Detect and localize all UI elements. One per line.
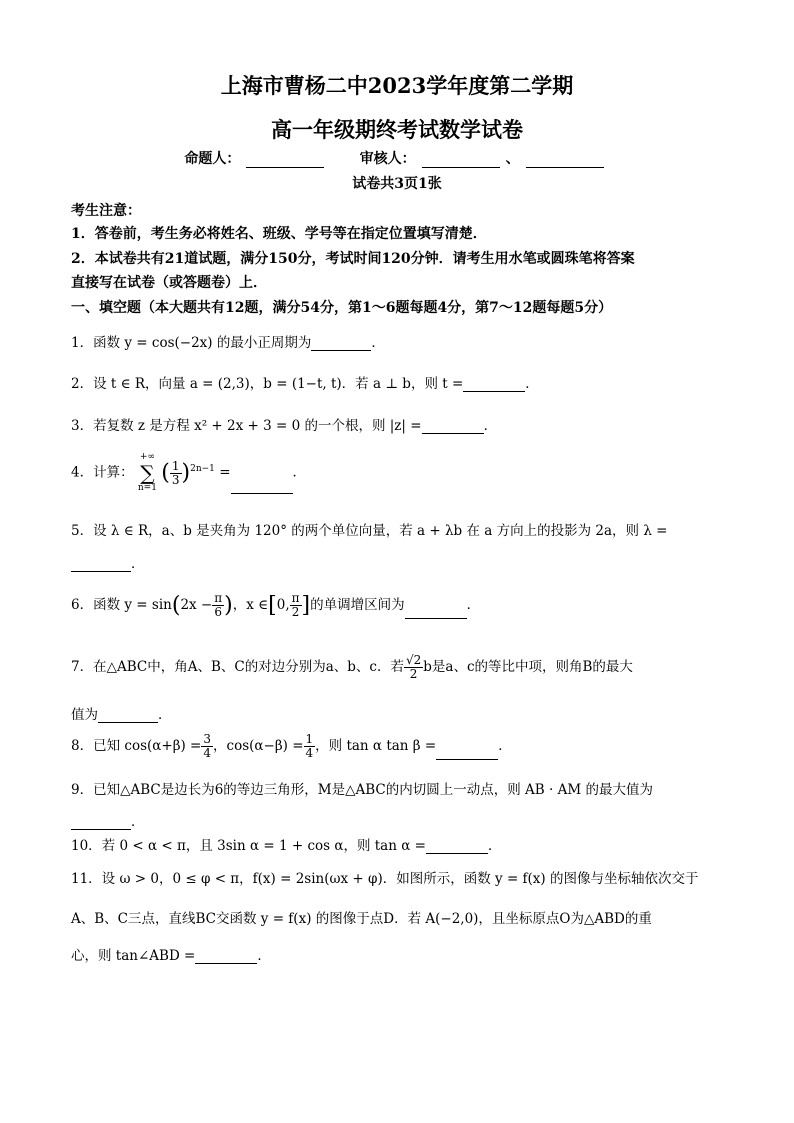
answer-blank-5 bbox=[71, 557, 131, 572]
question-8-prefix: 8．已知 cos(α+β) = bbox=[71, 738, 202, 754]
frac-six: 6 bbox=[214, 605, 223, 619]
answer-blank-3 bbox=[422, 419, 484, 434]
interval-start: 0, bbox=[276, 597, 290, 613]
question-11 bbox=[71, 867, 698, 887]
sum-symbol: ∑ bbox=[140, 461, 155, 485]
question-8-post: ，则 tan α tan β = bbox=[315, 738, 437, 754]
bracket-open: [ bbox=[268, 593, 277, 618]
frac-pi-2-num: π bbox=[291, 591, 300, 605]
question-8: 8．已知 cos(α+β) = $\frac{3}{4}$ ，cos(α−β) = $\frac{1}{4}$ ，则 tan α tan β = ． bbox=[71, 732, 512, 760]
question-2-text: 2．设 t ∈ R，向量 a = (2,3)，b = (1−t, t)．若 a ⊥ b，则 t = bbox=[71, 376, 464, 392]
exponent: 2n−1 bbox=[190, 464, 215, 474]
question-5-blank-line: ． bbox=[71, 552, 145, 572]
answer-blank-9 bbox=[71, 815, 131, 830]
reviewer-blank-1 bbox=[422, 153, 500, 168]
question-7-post: b是a、c的等比中项，则角B的最大 bbox=[423, 659, 633, 675]
question-2: 2．设 t ∈ R，向量 a = (2,3)，b = (1−t, t)．若 a ⊥ b，则 t = ． bbox=[71, 376, 539, 392]
fraction-pi-2 bbox=[290, 592, 302, 619]
frac-1: 1 bbox=[305, 732, 314, 746]
answer-blank-11 bbox=[195, 949, 257, 964]
question-6-mid: ，x ∈ bbox=[232, 597, 269, 613]
answer-blank-8 bbox=[436, 745, 498, 760]
fraction-pi-6 bbox=[212, 592, 224, 619]
frac-3: 3 bbox=[203, 732, 212, 746]
question-4-prefix: 4．计算： bbox=[71, 464, 134, 481]
question-9-text: 9．已知△ABC是边长为6的等边三角形，M是△ABC的内切圆上一动点，则 AB · AM 的最大值为 bbox=[71, 782, 653, 798]
fraction-1-4 bbox=[304, 733, 316, 760]
question-5 bbox=[71, 519, 668, 539]
frac-num: 1 bbox=[171, 458, 180, 473]
answer-blank-2 bbox=[463, 377, 525, 392]
signature-line bbox=[0, 148, 794, 168]
frac-sqrt2: √2 bbox=[405, 653, 422, 667]
question-6-prefix: 6．函数 y = sin bbox=[71, 597, 172, 613]
notice-item-2a: 2．本试卷共有21道试题，满分150分，考试时间120分钟．请考生用水笔或圆珠笔将答案 bbox=[71, 251, 635, 267]
frac-two: 2 bbox=[291, 605, 300, 619]
question-3: 3．若复数 z 是方程 x² + 2x + 3 = 0 的一个根，则 |z| = ． bbox=[71, 418, 498, 434]
question-6-arg: 2x − bbox=[180, 597, 213, 613]
question-3-text: 3．若复数 z 是方程 x² + 2x + 3 = 0 的一个根，则 |z| = bbox=[71, 418, 422, 434]
equals: = bbox=[219, 464, 231, 481]
question-6: 6．函数 y = sin(2x − $\frac{\pi}{6}$ )，x ∈[0, $\frac{\pi}{2}$ ]的单调增区间为 ． bbox=[71, 591, 481, 619]
question-1-text: 1．函数 y = cos(−2x) 的最小正周期为 bbox=[71, 335, 312, 351]
question-6-post: 的单调增区间为 bbox=[310, 597, 405, 613]
question-11-line-2 bbox=[71, 907, 652, 927]
question-1: 1．函数 y = cos(−2x) 的最小正周期为 ． bbox=[71, 335, 385, 351]
paren-close: ) bbox=[224, 593, 233, 618]
question-11-text-b: A、B、C三点，直线BC交函数 y = f(x) 的图像于点D．若 A(−2,0)，且坐标原点O为△ABD的重 bbox=[71, 911, 652, 927]
question-7-text-b: 值为 bbox=[71, 707, 98, 723]
answer-blank-1 bbox=[311, 336, 371, 351]
notice-item-1: 1．答卷前，考生务必将姓名、班级、学号等在指定位置填写清楚． bbox=[71, 226, 487, 242]
question-7 bbox=[71, 654, 633, 681]
frac-den: 3 bbox=[171, 472, 180, 487]
answer-blank-4 bbox=[231, 479, 293, 494]
question-10: 10．若 0 < α < π，且 3sin α = 1 + cos α，则 tan α = ． bbox=[71, 838, 502, 854]
frac-pi: π bbox=[214, 591, 223, 605]
question-9-blank-line: ． bbox=[71, 810, 145, 830]
question-5-text: 5．设 λ ∈ R，a、b 是夹角为 120° 的两个单位向量，若 a + λb 在 a 方向上的投影为 2a，则 λ = bbox=[71, 523, 668, 539]
notice-heading: 考生注意： bbox=[71, 203, 141, 219]
question-11-line-3: 心，则 tan∠ABD = ． bbox=[71, 948, 271, 964]
question-9 bbox=[71, 778, 653, 798]
exam-subtitle: 高一年级期终考试数学试卷 bbox=[271, 117, 523, 142]
reviewer-separator: 、 bbox=[505, 151, 520, 167]
left-paren: ( bbox=[161, 460, 170, 486]
frac-4b: 4 bbox=[305, 746, 314, 760]
pages-info: 试卷共3页1张 bbox=[352, 176, 442, 192]
question-8-mid: ，cos(α−β) = bbox=[213, 738, 304, 754]
fraction-sqrt2-2 bbox=[404, 654, 423, 681]
question-11-text-a: 11．设 ω > 0，0 ≤ φ < π，f(x) = 2sin(ωx + φ)．如图所示，函数 y = f(x) 的图像与坐标轴依次交于 bbox=[71, 871, 699, 887]
summation bbox=[138, 452, 157, 494]
paren-open: ( bbox=[171, 593, 181, 618]
sum-upper: +∞ bbox=[139, 452, 155, 462]
answer-blank-6 bbox=[405, 604, 467, 619]
question-11-text-c: 心，则 tan∠ABD = bbox=[71, 948, 196, 964]
question-4: 4．计算： +∞ ∑ n=1 ( $\frac{1}{3}$ )$^{2n-1}$ = ． bbox=[71, 452, 306, 493]
fraction-3-4 bbox=[201, 733, 213, 760]
reviewer-blank-2 bbox=[526, 153, 604, 168]
reviewer-label: 审核人： bbox=[359, 151, 416, 167]
right-paren: ) bbox=[181, 460, 191, 486]
section-1-heading: 一、填空题（本大题共有12题，满分54分，第1～6题每题4分，第7～12题每题5分） bbox=[71, 300, 613, 316]
notice-item-2b: 直接写在试卷（或答题卷）上． bbox=[71, 275, 267, 291]
bracket-close: ] bbox=[301, 593, 311, 618]
question-7-cont: 值为 ． bbox=[71, 707, 172, 723]
author-blank bbox=[246, 153, 324, 168]
exam-title: 上海市曹杨二中2023学年度第二学期 bbox=[220, 73, 574, 98]
sum-lower: n=1 bbox=[137, 483, 157, 493]
question-7-prefix: 7．在△ABC中，角A、B、C的对边分别为a、b、c．若 bbox=[71, 659, 404, 675]
frac-2: 2 bbox=[409, 667, 418, 681]
fraction-one-third bbox=[170, 460, 182, 487]
frac-4a: 4 bbox=[203, 746, 212, 760]
answer-blank-7 bbox=[98, 708, 158, 723]
author-label: 命题人： bbox=[184, 151, 241, 167]
question-10-text: 10．若 0 < α < π，且 3sin α = 1 + cos α，则 tan α = bbox=[71, 838, 426, 854]
answer-blank-10 bbox=[426, 839, 488, 854]
